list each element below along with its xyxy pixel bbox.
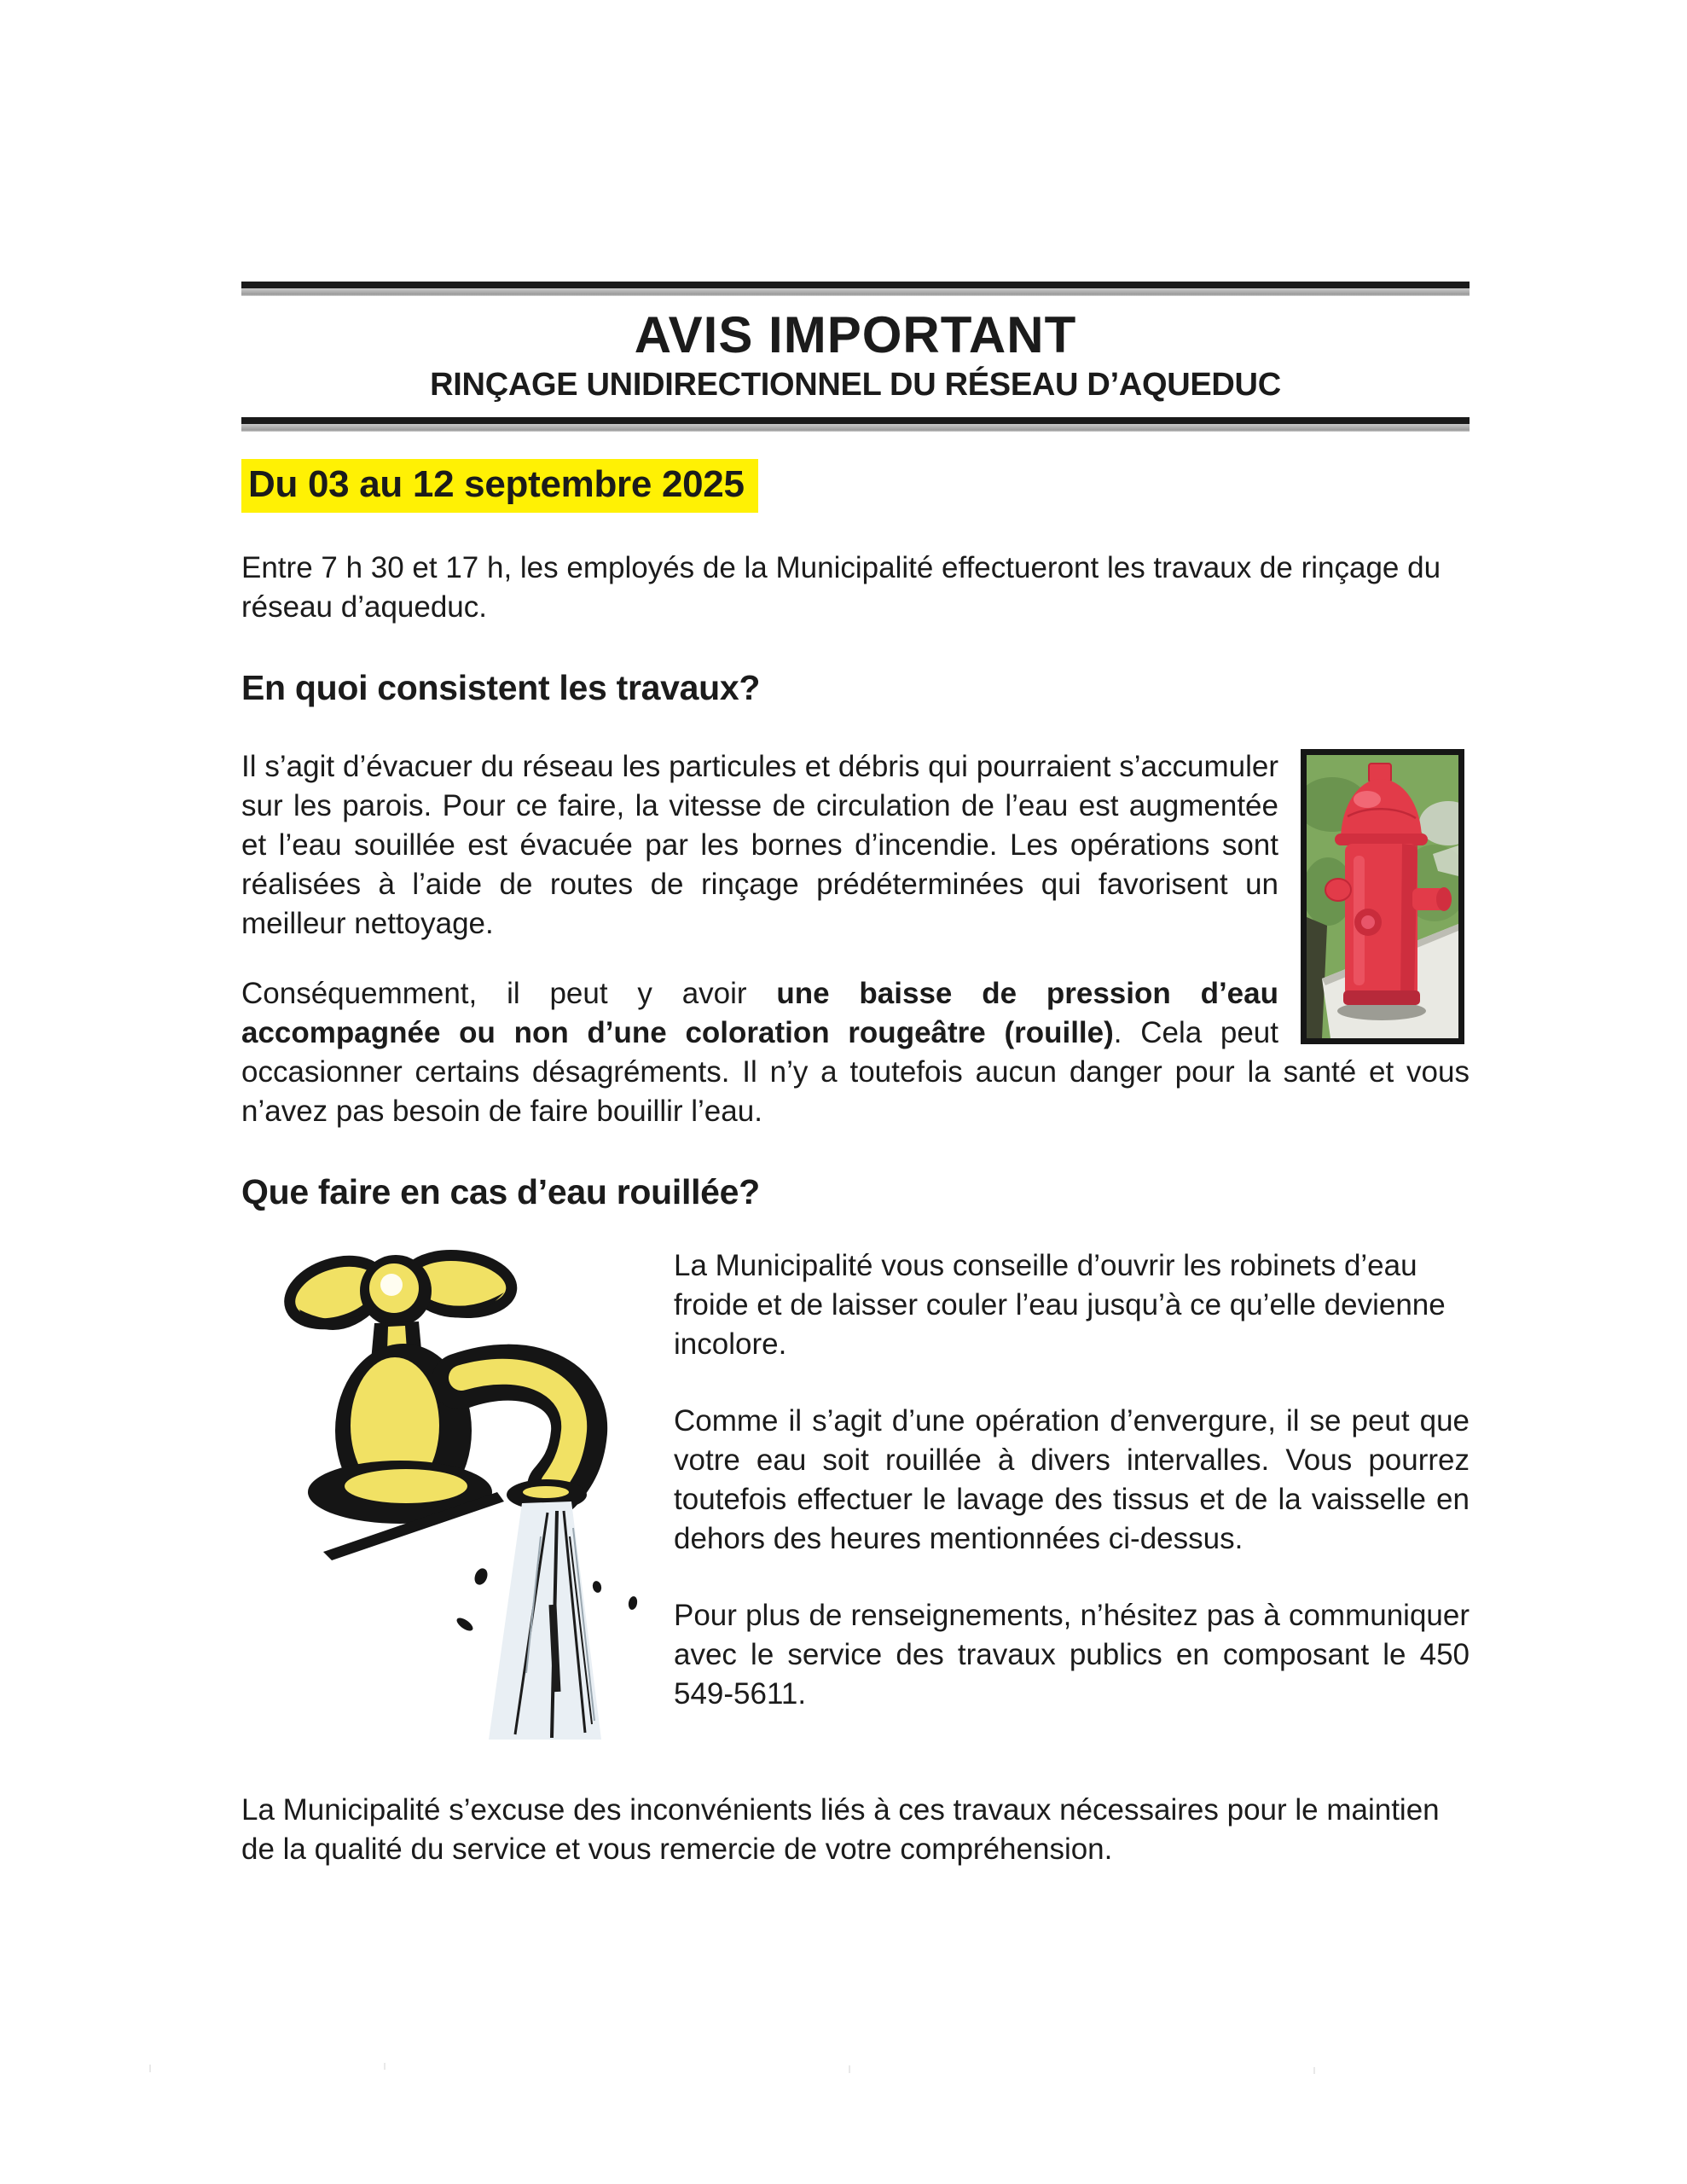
scan-artifact [849, 2065, 850, 2073]
title-rule-bottom [241, 417, 1470, 432]
faucet-illustration [241, 1246, 674, 1741]
intro-paragraph: Entre 7 h 30 et 17 h, les employés de la Municipalité effectueront les travaux de rinçage du réseau d’aqueduc. [241, 550, 1441, 624]
section1-heading: En quoi consistent les travaux? [241, 667, 761, 707]
paragraph2-bold-text: une baisse de pression d’eau accompagnée ou non d’une coloration rougeâtre (rouille) [241, 976, 1278, 1049]
section2-heading: Que faire en cas d’eau rouillée? [241, 1171, 760, 1211]
fire-hydrant-photo [1301, 749, 1464, 1044]
section2-paragraph1: La Municipalité vous conseille d’ouvrir les robinets d’eau froide et de laisser couler l’eau jusqu’à ce qu’elle devienne incolore. [674, 1248, 1446, 1361]
paragraph2-text: Conséquemment, il peut y avoir [241, 976, 777, 1010]
page-title: AVIS IMPORTANT [634, 306, 1077, 363]
section1-paragraph1: Il s’agit d’évacuer du réseau les particules et débris qui pourraient s’accumuler sur les parois. Pour ce faire, la vitesse de circulation de l’eau est augmentée et l’eau souillée est évacuée par les bornes d’incendie. Les opérations sont réalisées à l’aide de routes de rinçage prédéterminées qui favorisent un meilleur nettoyage. [241, 749, 1278, 940]
date-highlight: Du 03 au 12 septembre 2025 [241, 459, 758, 513]
section1-body [241, 747, 1470, 1131]
section2-paragraph2: Comme il s’agit d’une opération d’envergure, il se peut que votre eau soit rouillée à divers intervalles. Vous pourrez toutefois effectuer le lavage des tissus et de la vaisselle en dehors des heures mentionnées ci-dessus. [674, 1403, 1470, 1555]
fire-hydrant-illustration [1307, 755, 1458, 1038]
scan-artifact [1313, 2067, 1315, 2074]
closing-paragraph: La Municipalité s’excuse des inconvénients liés à ces travaux nécessaires pour le maintien de la qualité du service et vous remercie de votre compréhension. [241, 1792, 1440, 1866]
date-line [241, 459, 1470, 513]
section1-paragraph2 [241, 974, 1470, 1131]
paragraph2-text-end: . Cela peut occasionner certains désagréments. Il n’y a toutefois aucun danger pour la santé et vous n’avez pas besoin de faire bouillir l’eau. [241, 1015, 1470, 1128]
faucet-drawing [257, 1246, 658, 1741]
section2-body [241, 1246, 1470, 1714]
scan-artifact [384, 2063, 386, 2070]
section2-paragraphs [674, 1246, 1470, 1714]
page-subtitle: RINÇAGE UNIDIRECTIONNEL DU RÉSEAU D’AQUEDUC [430, 366, 1281, 403]
title-rule-top [241, 282, 1470, 296]
section2-paragraph3: Pour plus de renseignements, n’hésitez pas à communiquer avec le service des travaux publics en composant le 450 549-5611. [674, 1598, 1470, 1711]
scan-artifact [149, 2065, 151, 2072]
title-block [241, 282, 1470, 432]
